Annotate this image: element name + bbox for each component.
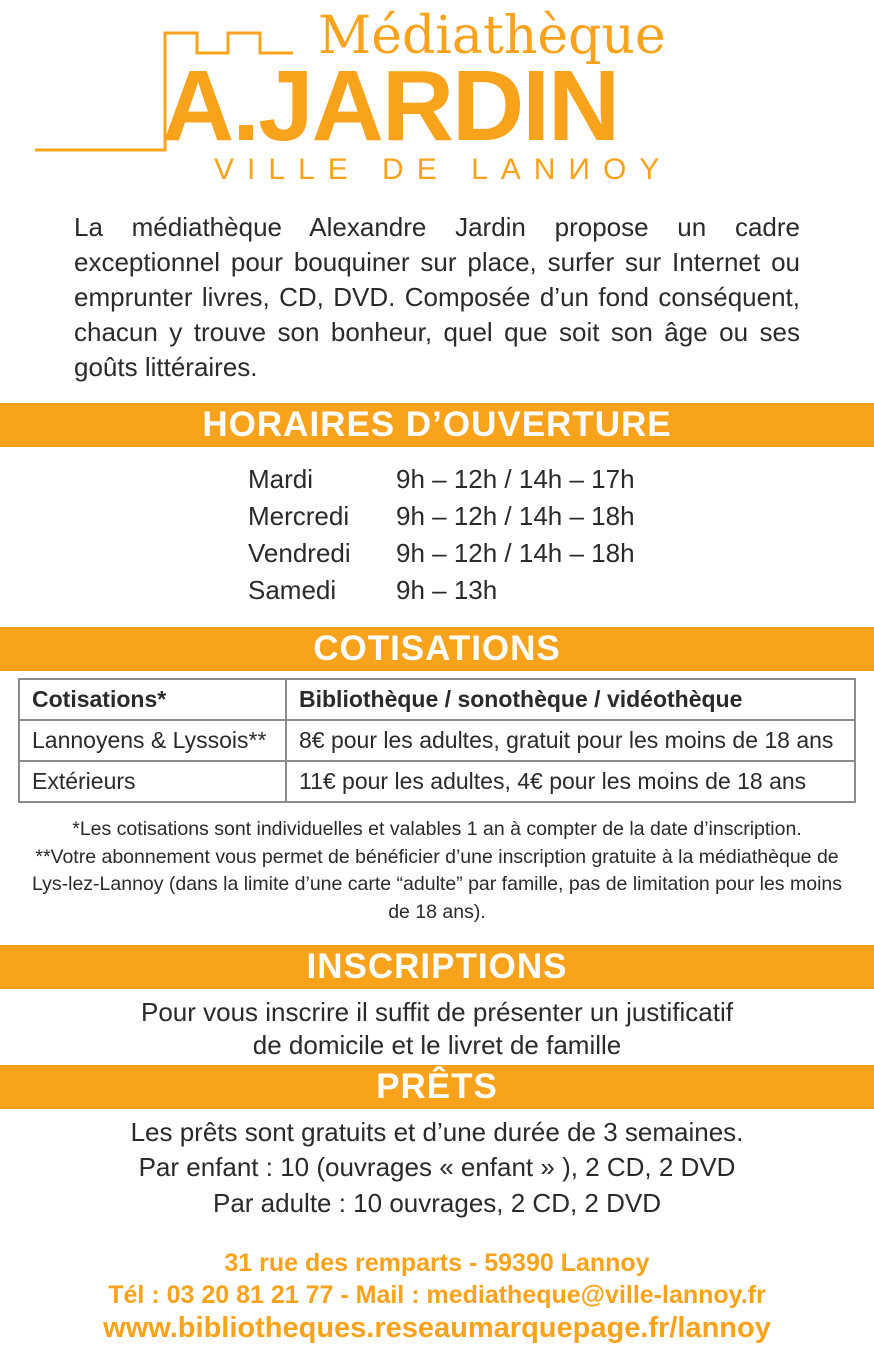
fees-table	[18, 678, 856, 803]
table-cell-price: 11€ pour les adultes, 4€ pour les moins de 18 ans	[286, 761, 855, 802]
schedule-day: Samedi	[248, 575, 337, 605]
opening-hours-list	[0, 447, 874, 611]
footnotes	[21, 816, 853, 926]
section-banner-cotisations	[0, 627, 874, 671]
table-header-row	[19, 679, 855, 720]
brand-city-line: VILLE DE LANИOY	[214, 153, 673, 186]
brand-name-large: A.JARDIN	[162, 50, 619, 162]
brand-name-small: Médiathèque	[318, 6, 666, 66]
schedule-row	[248, 535, 874, 572]
table-row	[19, 720, 855, 761]
logo	[0, 0, 874, 200]
footnote-1: *Les cotisations sont individuelles et valables 1 an à compter de la date d’inscription.	[72, 818, 802, 840]
schedule-day: Mardi	[248, 464, 314, 494]
intro-paragraph: La médiathèque Alexandre Jardin propose un cadre exceptionnel pour bouquiner sur place, surfer sur Internet ou emprunter livres, CD, DVD. Composée d’un fond conséquent, chacun y trouve son bonheur, quel que soit son âge ou ses goûts littéraires.	[74, 212, 800, 382]
prets-line-3: Par adulte : 10 ouvrages, 2 CD, 2 DVD	[212, 1188, 661, 1218]
section-banner-horaires	[0, 403, 874, 447]
prets-text	[0, 1115, 874, 1221]
table-header-services: Bibliothèque / sonothèque / vidéothèque	[286, 679, 855, 720]
schedule-day: Vendredi	[248, 538, 351, 568]
table-cell-price: 8€ pour les adultes, gratuit pour les moins de 18 ans	[286, 720, 855, 761]
schedule-row	[248, 498, 874, 535]
footnote-2: **Votre abonnement vous permet de bénéficier d’une inscription gratuite à la médiathèque de Lys-lez-Lannoy (dans la limite d’une carte “adulte” par famille, pas de limitation pour les moins de 18 ans).	[32, 845, 842, 923]
inscriptions-text	[0, 996, 874, 1062]
schedule-hours: 9h – 12h / 14h – 18h	[396, 538, 635, 568]
prets-line-1: Les prêts sont gratuits et d’une durée de 3 semaines.	[130, 1117, 744, 1147]
schedule-hours: 9h – 13h	[396, 575, 498, 605]
schedule-row	[248, 572, 874, 609]
schedule-day: Mercredi	[248, 501, 350, 531]
inscriptions-line-2: de domicile et le livret de famille	[252, 1030, 622, 1060]
schedule-hours: 9h – 12h / 14h – 17h	[396, 464, 635, 494]
footer	[0, 1247, 874, 1345]
table-row	[19, 761, 855, 802]
footer-website: www.bibliotheques.reseaumarquepage.fr/lannoy	[103, 1312, 771, 1344]
section-banner-prets	[0, 1065, 874, 1109]
footer-address: 31 rue des remparts - 59390 Lannoy	[224, 1249, 650, 1277]
section-title-prets: PRÊTS	[376, 1067, 498, 1106]
table-cell-category: Lannoyens & Lyssois**	[19, 720, 286, 761]
section-banner-inscriptions	[0, 945, 874, 989]
prets-line-2: Par enfant : 10 (ouvrages « enfant » ), 2 CD, 2 DVD	[138, 1152, 736, 1182]
table-header-category: Cotisations*	[19, 679, 286, 720]
table-cell-category: Extérieurs	[19, 761, 286, 802]
section-title-inscriptions: INSCRIPTIONS	[306, 947, 568, 986]
section-title-horaires: HORAIRES D’OUVERTURE	[202, 405, 672, 444]
footer-contact: Tél : 03 20 81 21 77 - Mail : mediatheque@ville-lannoy.fr	[108, 1281, 766, 1309]
schedule-hours: 9h – 12h / 14h – 18h	[396, 501, 635, 531]
section-title-cotisations: COTISATIONS	[313, 629, 561, 668]
schedule-row	[248, 461, 874, 498]
inscriptions-line-1: Pour vous inscrire il suffit de présenter un justificatif	[140, 997, 733, 1027]
